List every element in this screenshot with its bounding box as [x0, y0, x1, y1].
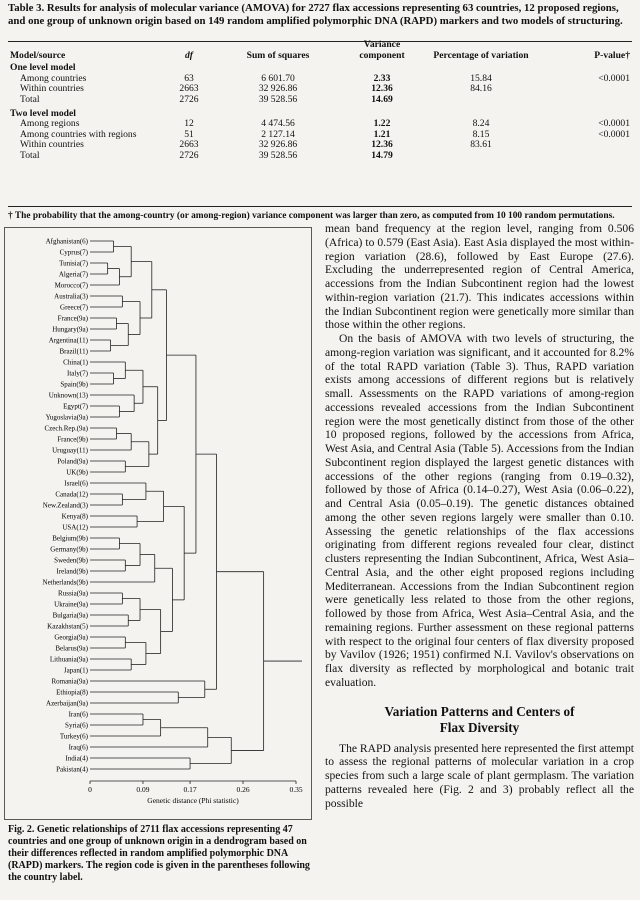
leaf-label: Kenya(8) — [61, 512, 88, 521]
cell-df: 63 — [184, 72, 194, 84]
dendrogram-figure — [4, 227, 312, 820]
cell-pct — [424, 151, 538, 162]
table-row — [8, 95, 632, 106]
axis-tick-label: 0.17 — [183, 785, 197, 794]
leaf-label: Morocco(7) — [54, 281, 88, 290]
table-row — [8, 130, 632, 141]
leaf-label: Georgia(9a) — [54, 633, 88, 642]
table-footnote: † The probability that the among-country (or among-region) variance component was larger than zero, as computed from 10 100 random permutations. — [8, 211, 615, 221]
group-label: One level model — [10, 62, 76, 74]
section-heading — [325, 704, 634, 736]
cell-pct: 15.84 — [470, 72, 492, 84]
cell-vc: 14.69 — [371, 93, 393, 105]
dendrogram-tree — [90, 241, 302, 769]
axis-tick-label: 0 — [88, 785, 92, 794]
leaf-label: Lithuania(9a) — [49, 655, 88, 664]
cell-p: <0.0001 — [598, 128, 630, 140]
cell-p: <0.0001 — [598, 118, 630, 130]
table-row — [8, 74, 632, 85]
cell-source: Among countries — [20, 72, 87, 84]
leaf-label: Sweden(9b) — [54, 556, 88, 565]
col-header-source: Model/source — [10, 49, 66, 61]
cell-p — [538, 84, 632, 95]
cell-df: 51 — [184, 128, 194, 140]
leaf-label: Algeria(7) — [58, 270, 88, 279]
leaf-label: Azerbaijan(9a) — [46, 699, 88, 708]
leaf-label: Iraq(6) — [68, 743, 88, 752]
leaf-label: Israel(6) — [64, 479, 88, 488]
leaf-label: Yugoslavia(9a) — [45, 413, 88, 422]
table-row — [8, 151, 632, 162]
leaf-label: Canada(12) — [55, 490, 88, 499]
cell-vc: 2.33 — [373, 72, 391, 84]
col-header-pct: Percentage of variation — [433, 49, 529, 61]
leaf-label: Ireland(9b) — [56, 567, 88, 576]
body-text-column — [325, 222, 634, 810]
axis-title: Genetic distance (Phi statistic) — [147, 796, 239, 805]
table-row — [8, 140, 632, 151]
leaf-label: Kazakhstan(5) — [47, 622, 88, 631]
leaf-label: Argentina(11) — [48, 336, 88, 345]
cell-df: 2726 — [179, 149, 199, 161]
leaf-label: Brazil(11) — [59, 347, 88, 356]
cell-pct: 8.24 — [472, 118, 490, 130]
leaf-label: Turkey(6) — [59, 732, 88, 741]
leaf-label: Italy(7) — [67, 369, 88, 378]
section-heading-line-2: Flax Diversity — [439, 719, 520, 735]
axis-tick-label: 0.35 — [289, 785, 303, 794]
cell-vc: 14.79 — [371, 149, 393, 161]
cell-ss: 32 926.86 — [258, 83, 298, 95]
cell-df: 2663 — [179, 139, 199, 151]
cell-source: Total — [20, 149, 40, 161]
cell-p — [538, 95, 632, 106]
cell-ss: 2 127.14 — [261, 128, 295, 140]
cell-ss: 32 926.86 — [258, 139, 298, 151]
cell-source: Total — [20, 93, 40, 105]
distance-axis — [88, 781, 303, 805]
col-header-p: P-value† — [594, 49, 630, 61]
table-group-row — [8, 63, 632, 74]
leaf-label: Netherlands(9b) — [42, 578, 88, 587]
axis-tick-label: 0.26 — [236, 785, 250, 794]
table-group-row — [8, 106, 632, 120]
group-label: Two level model — [10, 107, 76, 119]
table-body — [8, 63, 632, 161]
leaf-label: Iran(6) — [68, 710, 88, 719]
leaf-label: Hungary(9a) — [52, 325, 88, 334]
cell-pct: 83.61 — [470, 139, 492, 151]
leaf-label: India(4) — [65, 754, 88, 763]
table-caption: Table 3. Results for analysis of molecular variance (AMOVA) for 2727 flax accessions representing 63 countries, 12 proposed regions, and one group of unknown origin based on 149 random amplified polymorphic DNA (RAPD) markers and two models of structuring. — [8, 2, 623, 27]
leaf-label: Greece(7) — [60, 303, 88, 312]
leaf-label: France(9b) — [57, 435, 88, 444]
leaf-label: Unknown(13) — [48, 391, 88, 400]
cell-vc: 12.36 — [371, 139, 393, 151]
leaf-label: Tunisia(7) — [59, 259, 88, 268]
col-header-df: df — [185, 49, 193, 61]
cell-df: 2663 — [179, 83, 199, 95]
leaf-label: UK(9b) — [66, 468, 88, 477]
col-header-vc: Variance component — [359, 39, 405, 61]
leaf-label: Pakistan(4) — [56, 765, 88, 774]
leaf-label: Ethiopia(8) — [56, 688, 88, 697]
cell-source: Within countries — [20, 83, 84, 95]
axis-tick-label: 0.09 — [136, 785, 150, 794]
leaf-label: Belgium(9b) — [52, 534, 88, 543]
cell-vc: 1.22 — [373, 118, 391, 130]
cell-ss: 4 474.56 — [261, 118, 295, 130]
leaf-label: France(9a) — [57, 314, 88, 323]
leaf-label: Syria(6) — [65, 721, 88, 730]
cell-pct — [424, 95, 538, 106]
paragraph-1: mean band frequency at the region level, ranging from 0.506 (Africa) to 0.579 (East Asia). East Asia displayed the most within-region variation (28.6), followed by East Europe (27.6). Excluding the underrepresented region of Central America, accessions from the Indian Subcontinent region had the lowest within-region variation (21.7). This indicates accessions within the Indian Subcontinent region were genetically more similar than those within the other regions. — [325, 222, 634, 332]
cell-source: Within countries — [20, 139, 84, 151]
cell-p — [538, 140, 632, 151]
table-bottom-rule — [8, 206, 632, 207]
leaf-label: Australia(3) — [54, 292, 88, 301]
cell-vc: 1.21 — [373, 128, 391, 140]
leaf-label: Cyprus(7) — [59, 248, 88, 257]
leaf-label: Germany(9b) — [50, 545, 88, 554]
leaf-label: Bulgaria(9a) — [52, 611, 88, 620]
cell-source: Among regions — [20, 118, 80, 130]
leaf-label: Japan(1) — [63, 666, 88, 675]
cell-ss: 6 601.70 — [261, 72, 295, 84]
paragraph-3: The RAPD analysis presented here represented the first attempt to assess the regional patterns of molecular variation in a crop species from such a large scale of plant germplasm. The variation patterns revealed here (Fig. 2 and 3) probably reflect all the possible — [325, 741, 634, 810]
paragraph-2: On the basis of AMOVA with two levels of structuring, the among-region variation was significant, and it accounted for 8.2% of the total RAPD variation (Table 3). Thus, RAPD variation exists among accessions of different regions but is relatively small. Assessments on the RAPD variations of among-region accessions revealed accessions from the Indian Subcontinent region were the most genetically distinct from those of the other 10 proposed regions, followed by the accessions from Africa, West Asia, and Central Asia (Table 5). Accessions from the Indian Subcontinent region displayed the largest genetic distances with accessions of the other regions (ranging from 0.19–0.32), followed by those of Africa (0.14–0.27), West Asia (0.06–0.22), and Central Asia (0.05–0.19). The genetic distances obtained among the other seven regions largely were smaller than 0.10. Assessing the genetic relationships of the flax accessions originating from different regions revealed four clear, distinct clusters representing the Indian Subcontinent, Africa, West Asia–Central Asia, and the other eight proposed regions including Mediterranean. Accessions from the Indian Subcontinent region were genetically less related to those from the other regions, followed by those from Africa, West Asia–Central Asia, and the remaining regions. Further assessment on these regional patterns with respect to the original four centers of flax diversity proposed by Vavilov (1926; 1951) confirmed N.I. Vavilov's observations on flax diversity as reflected by morphological and botanic trait evaluation. — [325, 332, 634, 689]
section-heading-line-1: Variation Patterns and Centers of — [384, 703, 575, 719]
leaf-label: Poland(9a) — [57, 457, 88, 466]
leaf-label: USA(12) — [62, 523, 88, 532]
leaf-label: Ukraine(9a) — [54, 600, 88, 609]
leaf-label: Afghanistan(6) — [45, 237, 88, 246]
leaf-label: Uruguay(11) — [52, 446, 88, 455]
leaf-labels — [43, 237, 89, 773]
amova-table — [8, 40, 632, 162]
cell-source: Among countries with regions — [20, 128, 137, 140]
leaf-label: New.Zealand(3) — [42, 501, 88, 510]
cell-df: 2726 — [179, 93, 199, 105]
leaf-label: Spain(9b) — [60, 380, 88, 389]
cell-df: 12 — [184, 118, 194, 130]
cell-pct: 84.16 — [470, 83, 492, 95]
col-header-ss: Sum of squares — [246, 49, 310, 61]
leaf-label: Russia(9a) — [58, 589, 88, 598]
cell-ss: 39 528.56 — [258, 93, 298, 105]
table-row — [8, 84, 632, 95]
figure-frame — [5, 228, 312, 820]
leaf-label: Romania(9a) — [51, 677, 88, 686]
leaf-label: Czech.Rep.(9a) — [44, 424, 88, 433]
cell-pct: 8.15 — [472, 128, 490, 140]
table-header-row — [8, 40, 632, 63]
cell-p — [538, 151, 632, 162]
cell-vc: 12.36 — [371, 83, 393, 95]
leaf-label: China(1) — [63, 358, 88, 367]
cell-ss: 39 528.56 — [258, 149, 298, 161]
leaf-label: Belarus(9a) — [55, 644, 88, 653]
figure-caption: Fig. 2. Genetic relationships of 2711 flax accessions representing 47 countries and one group of unknown origin in a dendrogram based on their differences reflected in random amplified polymorphic DNA (RAPD) markers. The region code is given in the parentheses following the country label. — [8, 824, 310, 883]
cell-p: <0.0001 — [598, 72, 630, 84]
leaf-label: Egypt(7) — [63, 402, 88, 411]
